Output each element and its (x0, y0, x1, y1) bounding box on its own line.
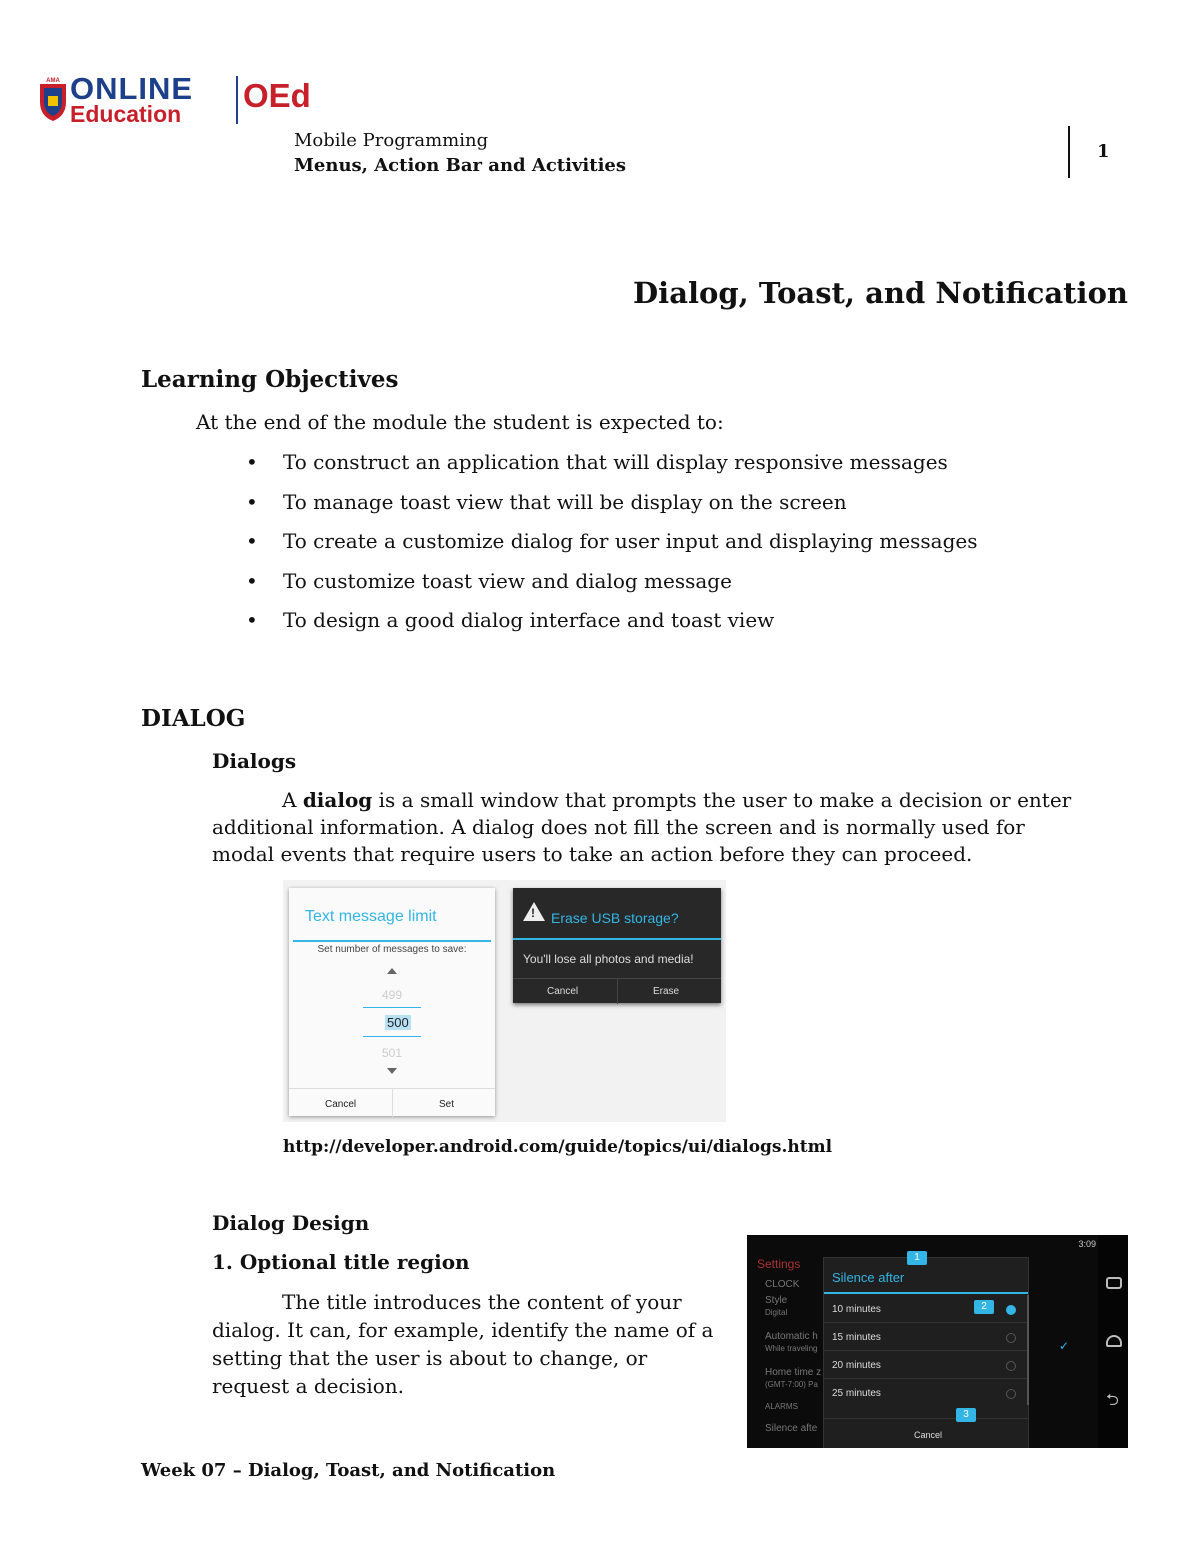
dialog-design-heading: Dialog Design (212, 1211, 370, 1235)
dialog-message: You'll lose all photos and media! (523, 952, 694, 966)
page-number: 1 (1097, 141, 1110, 162)
option-item: 20 minutes (832, 1360, 881, 1371)
logo-oed-text: OEd (243, 77, 311, 114)
svg-text:AMA: AMA (46, 78, 60, 84)
radio-selected-icon (1006, 1305, 1016, 1315)
title-divider (513, 938, 721, 940)
bullet-icon: • (246, 489, 258, 514)
dialog-buttons (513, 978, 721, 1004)
warning-icon (523, 902, 545, 921)
title-divider (293, 940, 491, 942)
objectives-intro: At the end of the module the student is expected to: (196, 410, 724, 434)
bullet-icon: • (246, 608, 258, 633)
objectives-list (246, 448, 978, 646)
option-item: 15 minutes (832, 1332, 881, 1343)
radio-icon (1006, 1361, 1016, 1371)
objectives-heading: Learning Objectives (141, 366, 399, 393)
cancel-button: Cancel (547, 986, 579, 997)
erase-storage-dialog (513, 888, 721, 1003)
radio-icon (1006, 1333, 1016, 1343)
home-icon (1106, 1335, 1122, 1347)
arrow-down-icon (387, 1068, 397, 1074)
page-footer: Week 07 – Dialog, Toast, and Notification (141, 1460, 556, 1481)
radio-icon (1006, 1389, 1016, 1399)
dialog-paragraph: A dialog is a small window that prompts the user to make a decision or enter additional information. A dialog does not fill the screen and is normally used for modal events that require users to take an action before they can proceed. (212, 788, 1072, 866)
source-link[interactable]: http://developer.android.com/guide/topics/ui/dialogs.html (283, 1137, 833, 1157)
set-button: Set (439, 1099, 455, 1110)
logo-education-text: Education (70, 101, 182, 127)
settings-label: Settings (757, 1257, 801, 1271)
dialog-heading: DIALOG (141, 705, 246, 732)
cancel-button: Cancel (325, 1099, 357, 1110)
page-number-divider (1068, 126, 1070, 178)
recent-apps-icon (1106, 1277, 1122, 1289)
list-item: • To create a customize dialog for user input and displaying messages (246, 529, 978, 554)
picker-next-value: 501 (381, 1046, 403, 1060)
number-picker-dialog (289, 888, 495, 1116)
callout-badge: 1 (907, 1251, 927, 1265)
dialog-buttons (289, 1088, 495, 1117)
callout-badge: 3 (956, 1408, 976, 1422)
picker-prev-value: 499 (381, 988, 403, 1002)
dialog-title: Text message limit (305, 908, 437, 925)
erase-button: Erase (653, 986, 680, 997)
topic-name: Menus, Action Bar and Activities (294, 155, 626, 176)
dialog-examples-image (283, 880, 726, 1122)
optional-title-heading: 1. Optional title region (212, 1250, 470, 1274)
bullet-icon: • (246, 568, 258, 593)
online-education-logo (38, 71, 311, 128)
picker-selected-value: 500 (387, 1015, 409, 1030)
bullet-icon: • (246, 529, 258, 554)
bullet-icon: • (246, 450, 258, 474)
logo-divider (236, 76, 238, 124)
dialog-design-image (747, 1235, 1128, 1448)
background-settings-labels: CLOCK Style Digital Automatic h While traveling Home time z (GMT-7:00) Pa ALARMS Silence afte (765, 1279, 822, 1434)
scrollbar (1027, 1295, 1029, 1405)
dialog-subtitle: Set number of messages to save: (317, 944, 467, 955)
shield-crest-icon (38, 76, 68, 122)
page-title: Dialog, Toast, and Notification (633, 276, 1128, 310)
callout-badge: 2 (974, 1300, 994, 1314)
title-divider (824, 1292, 1028, 1294)
logo-online-text: ONLINE (70, 71, 194, 106)
course-name: Mobile Programming (294, 130, 489, 151)
option-item: 25 minutes (832, 1388, 881, 1399)
title-region-paragraph: The title introduces the content of your dialog. It can, for example, identify the name of a setting that the user is about to change, or request a decision. (212, 1290, 714, 1398)
list-item: • To manage toast view that will be display on the screen (246, 489, 847, 514)
list-item: • To customize toast view and dialog message (246, 568, 732, 593)
dialog-title: Silence after (832, 1270, 905, 1285)
option-item: 10 minutes (832, 1304, 881, 1315)
navigation-bar (1098, 1235, 1128, 1448)
arrow-up-icon (387, 968, 397, 974)
status-bar-time: 3:09 (1078, 1239, 1096, 1249)
cancel-button: Cancel (914, 1430, 943, 1440)
silence-after-dialog (823, 1257, 1029, 1448)
dialogs-subheading: Dialogs (212, 749, 297, 773)
list-item: • To construct an application that will display responsive messages (246, 450, 948, 474)
back-icon: ⮌ (1106, 1392, 1119, 1409)
picker-selection-bottom (363, 1036, 421, 1037)
picker-selection-top (363, 1007, 421, 1008)
list-item: • To design a good dialog interface and toast view (246, 608, 775, 633)
dialog-title: Erase USB storage? (551, 910, 679, 926)
check-icon: ✓ (1059, 1339, 1070, 1353)
